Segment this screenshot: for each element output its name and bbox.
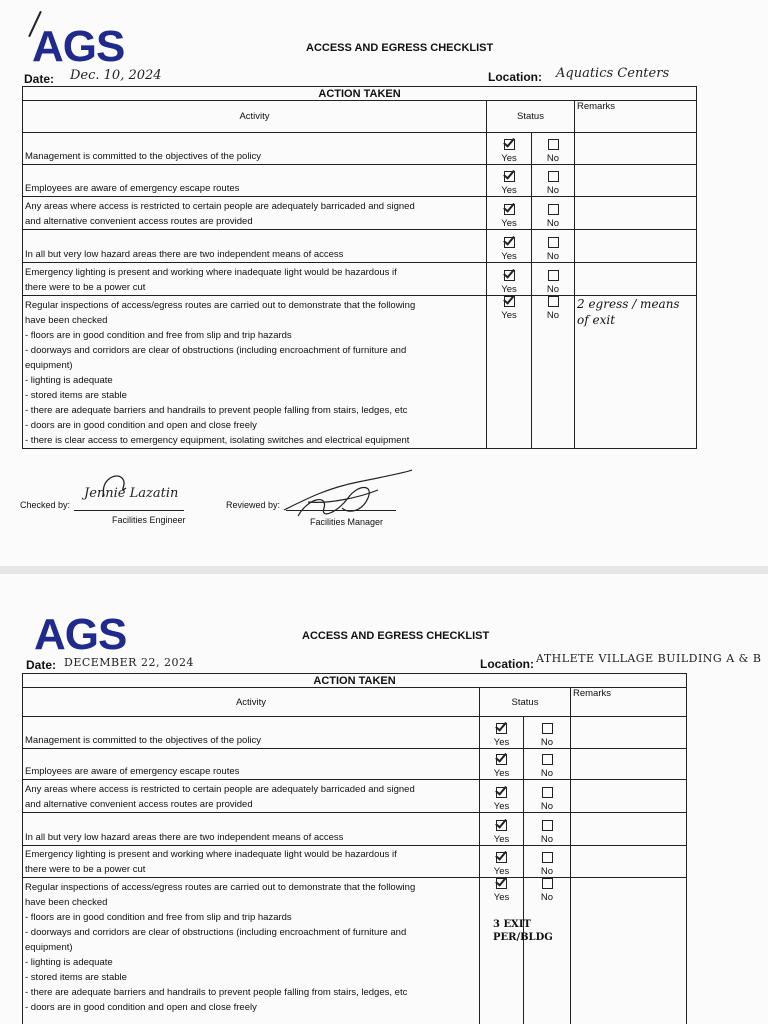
status-no-checkbox[interactable] bbox=[548, 270, 559, 281]
status-yes-checkbox[interactable] bbox=[496, 723, 507, 734]
status-no-checkbox[interactable] bbox=[542, 787, 553, 798]
status-no-cell bbox=[524, 749, 571, 780]
activity-text: there were to be a power cut bbox=[25, 864, 146, 875]
status-no-checkbox[interactable] bbox=[548, 204, 559, 215]
document-title: ACCESS AND EGRESS CHECKLIST bbox=[306, 42, 494, 54]
activity-text: - there are adequate barriers and handrails to prevent people falling from stairs, ledges, etc bbox=[25, 405, 408, 416]
status-yes-checkbox[interactable] bbox=[504, 204, 515, 215]
checklist-row bbox=[23, 878, 687, 1024]
status-no-label: No bbox=[540, 834, 554, 845]
activity-text: Emergency lighting is present and working where inadequate light would be hazardous if bbox=[25, 849, 397, 860]
status-yes-cell bbox=[487, 197, 532, 230]
status-no-checkbox[interactable] bbox=[548, 296, 559, 307]
status-no-cell bbox=[532, 133, 575, 165]
checked-by-role: Facilities Engineer bbox=[112, 515, 186, 525]
remarks-cell bbox=[575, 133, 697, 165]
activity-text: In all but very low hazard areas there are two independent means of access bbox=[25, 249, 344, 260]
checklist-row bbox=[23, 813, 687, 846]
status-yes-cell bbox=[480, 749, 524, 780]
status-yes-label: Yes bbox=[501, 251, 517, 262]
status-no-label: No bbox=[540, 768, 554, 779]
activity-text: - stored items are stable bbox=[25, 972, 127, 983]
status-column-header: Status bbox=[480, 688, 571, 717]
activity-text: Management is committed to the objectives of the policy bbox=[25, 151, 262, 162]
status-yes-checkbox[interactable] bbox=[496, 852, 507, 863]
activity-text: Any areas where access is restricted to certain people are adequately barricaded and signed bbox=[25, 784, 415, 795]
status-no-checkbox[interactable] bbox=[548, 171, 559, 182]
activity-text: Employees are aware of emergency escape routes bbox=[25, 766, 240, 777]
activity-text: - doorways and corridors are clear of obstructions (including encroachment of furniture and bbox=[25, 345, 407, 356]
activity-cell bbox=[23, 165, 487, 197]
company-logo: AGS bbox=[34, 610, 127, 659]
activity-text: Regular inspections of access/egress routes are carried out to demonstrate that the following bbox=[25, 882, 416, 893]
activity-text: there were to be a power cut bbox=[25, 282, 146, 293]
activity-text: Any areas where access is restricted to certain people are adequately barricaded and signed bbox=[25, 201, 415, 212]
checklist-row bbox=[23, 717, 687, 749]
activity-cell bbox=[23, 717, 480, 749]
status-no-cell bbox=[524, 780, 571, 813]
reviewed-by-role: Facilities Manager bbox=[310, 517, 384, 527]
activity-cell bbox=[23, 133, 487, 165]
remarks-text: 2 egress / means of exit bbox=[577, 297, 680, 327]
status-yes-cell bbox=[480, 780, 524, 813]
status-yes-checkbox[interactable] bbox=[504, 171, 515, 182]
status-yes-label: Yes bbox=[493, 834, 510, 845]
status-no-label: No bbox=[546, 310, 560, 321]
status-no-label: No bbox=[546, 251, 560, 262]
remarks-cell bbox=[575, 230, 697, 263]
remarks-cell bbox=[575, 263, 697, 296]
status-yes-cell bbox=[480, 846, 524, 878]
checklist-row bbox=[23, 263, 697, 296]
date-value: Dec. 10, 2024 bbox=[70, 68, 162, 83]
status-no-checkbox[interactable] bbox=[542, 754, 553, 765]
company-logo: AGS bbox=[32, 22, 125, 71]
status-yes-cell bbox=[487, 165, 532, 197]
checklist-row bbox=[23, 230, 697, 263]
status-no-label: No bbox=[540, 737, 554, 748]
status-no-cell bbox=[532, 263, 575, 296]
status-yes-cell bbox=[487, 263, 532, 296]
activity-text: - doors are in good condition and open and close freely bbox=[25, 420, 257, 431]
status-no-checkbox[interactable] bbox=[542, 878, 553, 889]
status-no-label: No bbox=[546, 218, 560, 229]
status-yes-checkbox[interactable] bbox=[504, 296, 515, 307]
checklist-row bbox=[23, 296, 697, 449]
remarks-column-header: Remarks bbox=[571, 688, 687, 717]
checked-by-label: Checked by: bbox=[20, 500, 71, 510]
activity-text: have been checked bbox=[25, 315, 108, 326]
remarks-column-header: Remarks bbox=[575, 101, 697, 133]
status-yes-cell bbox=[480, 813, 524, 846]
status-no-label: No bbox=[540, 892, 554, 903]
status-yes-label: Yes bbox=[493, 892, 510, 903]
status-no-checkbox[interactable] bbox=[542, 723, 553, 734]
activity-cell bbox=[23, 813, 480, 846]
checklist-row bbox=[23, 197, 697, 230]
remarks-cell bbox=[575, 197, 697, 230]
status-no-label: No bbox=[540, 866, 554, 877]
status-yes-label: Yes bbox=[501, 153, 517, 164]
date-label: Date: bbox=[26, 658, 57, 672]
status-yes-label: Yes bbox=[493, 768, 510, 779]
status-no-label: No bbox=[546, 284, 560, 295]
checklist-row bbox=[23, 846, 687, 878]
location-label: Location: bbox=[480, 657, 534, 671]
status-yes-label: Yes bbox=[493, 801, 510, 812]
status-yes-checkbox[interactable] bbox=[496, 820, 507, 831]
activity-text: Regular inspections of access/egress routes are carried out to demonstrate that the following bbox=[25, 300, 416, 311]
checklist-table bbox=[22, 673, 687, 1024]
remarks-text: 3 EXIT PER/BLDG bbox=[493, 919, 553, 943]
activity-text: have been checked bbox=[25, 897, 108, 908]
activity-text: Employees are aware of emergency escape routes bbox=[25, 183, 240, 194]
activity-cell bbox=[23, 263, 487, 296]
activity-text: - lighting is adequate bbox=[25, 375, 113, 386]
status-no-label: No bbox=[540, 801, 554, 812]
activity-cell bbox=[23, 230, 487, 263]
activity-text: - there is clear access to emergency equipment, isolating switches and electrical equipment bbox=[25, 435, 410, 446]
location-label: Location: bbox=[488, 70, 542, 84]
remarks-cell bbox=[571, 717, 687, 749]
status-no-cell bbox=[532, 230, 575, 263]
activity-cell bbox=[23, 878, 480, 1024]
activity-text: and alternative convenient access routes are provided bbox=[25, 799, 253, 810]
activity-text: - floors are in good condition and free from slip and trip hazards bbox=[25, 912, 292, 923]
remarks-cell bbox=[571, 813, 687, 846]
status-yes-cell bbox=[487, 133, 532, 165]
checklist-table bbox=[22, 86, 697, 449]
remarks-cell bbox=[571, 749, 687, 780]
checklist-row bbox=[23, 780, 687, 813]
activity-cell bbox=[23, 749, 480, 780]
remarks-cell bbox=[575, 165, 697, 197]
activity-text: - doorways and corridors are clear of obstructions (including encroachment of furniture and bbox=[25, 927, 407, 938]
page-separator bbox=[0, 566, 768, 574]
activity-cell bbox=[23, 780, 480, 813]
activity-text: Emergency lighting is present and working where inadequate light would be hazardous if bbox=[25, 267, 397, 278]
status-column-header: Status bbox=[487, 101, 575, 133]
status-no-checkbox[interactable] bbox=[548, 139, 559, 150]
activity-text: - doors are in good condition and open and close freely bbox=[25, 1002, 257, 1013]
status-yes-checkbox[interactable] bbox=[504, 270, 515, 281]
activity-cell bbox=[23, 846, 480, 878]
checklist-row bbox=[23, 133, 697, 165]
activity-text: In all but very low hazard areas there are two independent means of access bbox=[25, 832, 344, 843]
date-value: DECEMBER 22, 2024 bbox=[64, 656, 194, 669]
checked-by-signature: Jennie Lazatin bbox=[84, 486, 179, 501]
status-yes-cell bbox=[480, 878, 524, 1024]
activity-text: equipment) bbox=[25, 360, 73, 371]
status-yes-checkbox[interactable] bbox=[504, 237, 515, 248]
checked-by-signature-flourish bbox=[96, 470, 136, 500]
status-no-checkbox[interactable] bbox=[542, 820, 553, 831]
activity-column-header: Activity bbox=[23, 688, 480, 717]
status-no-label: No bbox=[546, 185, 560, 196]
status-yes-cell bbox=[487, 296, 532, 449]
remarks-cell bbox=[571, 780, 687, 813]
status-yes-label: Yes bbox=[501, 218, 517, 229]
status-no-cell bbox=[524, 717, 571, 749]
activity-text: and alternative convenient access routes are provided bbox=[25, 216, 253, 227]
activity-text: - floors are in good condition and free from slip and trip hazards bbox=[25, 330, 292, 341]
status-yes-cell bbox=[487, 230, 532, 263]
status-no-cell bbox=[524, 813, 571, 846]
activity-cell bbox=[23, 296, 487, 449]
status-yes-label: Yes bbox=[501, 310, 517, 321]
status-yes-label: Yes bbox=[493, 866, 510, 877]
action-taken-header: ACTION TAKEN bbox=[23, 87, 697, 101]
status-no-cell bbox=[532, 165, 575, 197]
activity-text: Management is committed to the objectives of the policy bbox=[25, 735, 262, 746]
status-yes-checkbox[interactable] bbox=[504, 139, 515, 150]
status-yes-label: Yes bbox=[501, 284, 517, 295]
status-yes-cell bbox=[480, 717, 524, 749]
status-no-cell bbox=[524, 846, 571, 878]
document-title: ACCESS AND EGRESS CHECKLIST bbox=[302, 630, 490, 642]
remarks-cell bbox=[571, 846, 687, 878]
status-yes-checkbox[interactable] bbox=[496, 754, 507, 765]
status-yes-checkbox[interactable] bbox=[496, 787, 507, 798]
activity-text: - there are adequate barriers and handrails to prevent people falling from stairs, ledges, etc bbox=[25, 987, 408, 998]
status-no-checkbox[interactable] bbox=[548, 237, 559, 248]
activity-text: - stored items are stable bbox=[25, 390, 127, 401]
activity-text: equipment) bbox=[25, 942, 73, 953]
action-taken-header: ACTION TAKEN bbox=[23, 674, 687, 688]
activity-cell bbox=[23, 197, 487, 230]
location-value: ATHLETE VILLAGE BUILDING A & B bbox=[536, 652, 762, 665]
status-no-checkbox[interactable] bbox=[542, 852, 553, 863]
status-yes-label: Yes bbox=[501, 185, 517, 196]
location-value: Aquatics Centers bbox=[556, 66, 670, 81]
status-no-cell bbox=[524, 878, 571, 1024]
checklist-row bbox=[23, 749, 687, 780]
remarks-cell bbox=[575, 296, 697, 449]
activity-text: - lighting is adequate bbox=[25, 957, 113, 968]
reviewed-by-label: Reviewed by: bbox=[226, 500, 281, 510]
date-label: Date: bbox=[24, 72, 55, 86]
status-no-cell bbox=[532, 197, 575, 230]
status-yes-checkbox[interactable] bbox=[496, 878, 507, 889]
checklist-row bbox=[23, 165, 697, 197]
activity-column-header: Activity bbox=[23, 101, 487, 133]
status-yes-label: Yes bbox=[493, 737, 510, 748]
checked-by-line bbox=[74, 510, 184, 511]
status-no-label: No bbox=[546, 153, 560, 164]
checklist-page-2 bbox=[0, 574, 768, 1024]
status-no-cell bbox=[532, 296, 575, 449]
